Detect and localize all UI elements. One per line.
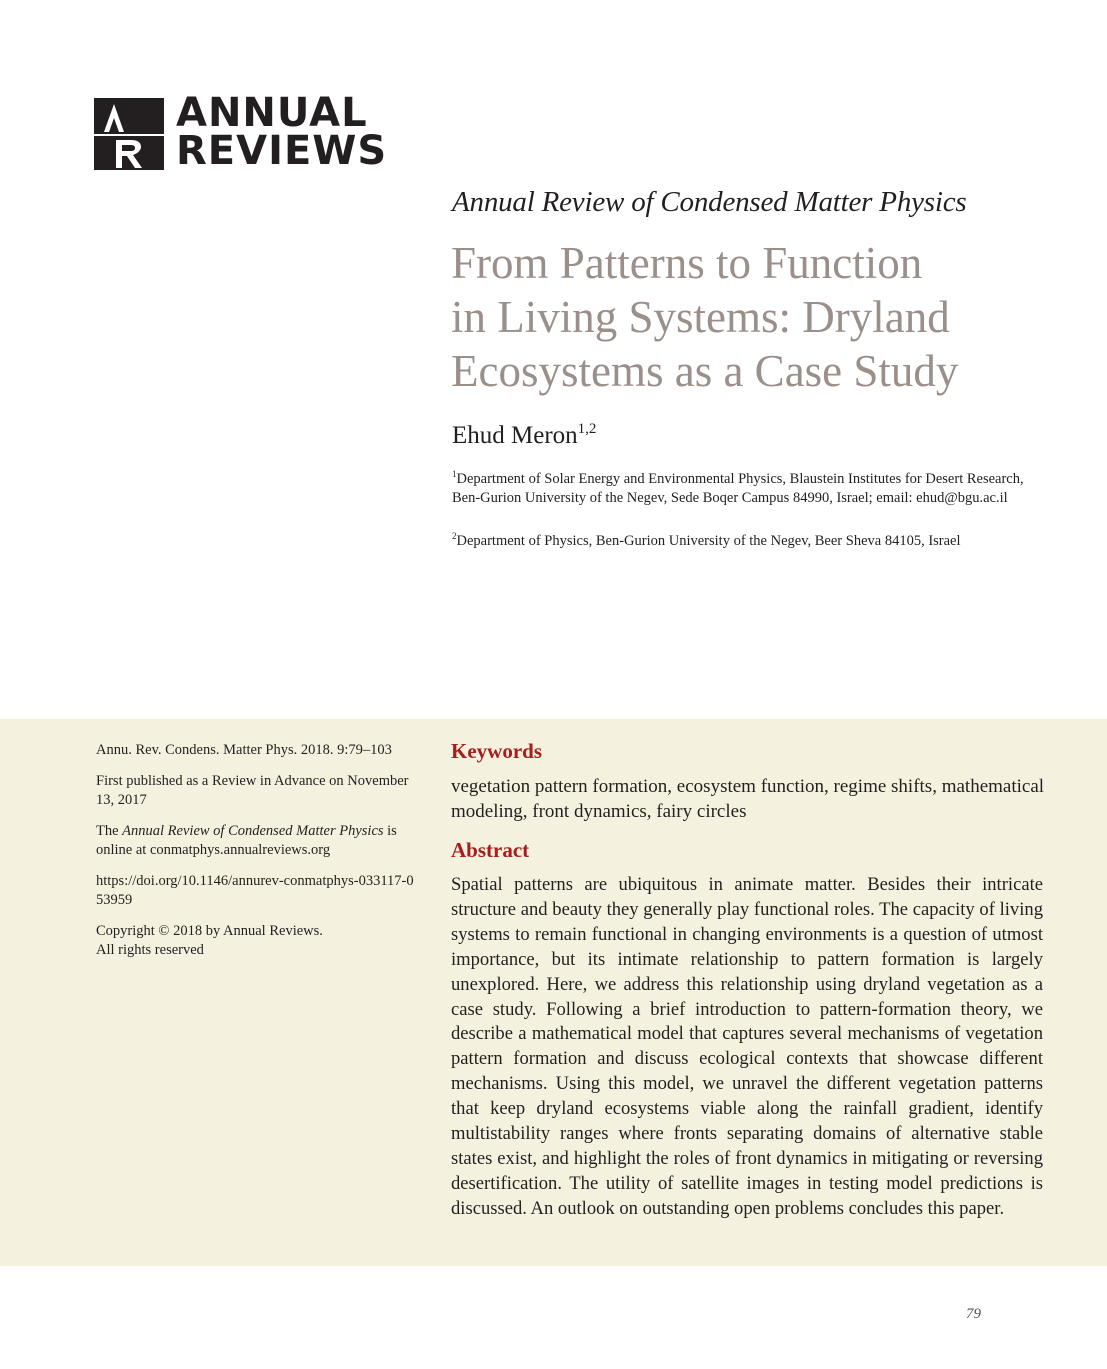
annual-reviews-logo — [94, 90, 388, 174]
publication-meta — [96, 741, 416, 972]
affiliation-marker: 2 — [452, 531, 457, 541]
rights-line: All rights reserved — [96, 942, 204, 958]
ar-monogram-icon — [94, 98, 164, 170]
affiliation-2 — [452, 532, 1032, 551]
title-line-1: From Patterns to Function — [451, 238, 923, 288]
logo-line-reviews: REVIEWS — [176, 128, 388, 174]
author-line — [452, 422, 596, 450]
copyright-line: Copyright © 2018 by Annual Reviews. — [96, 923, 323, 939]
affiliation-text: Department of Physics, Ben-Gurion University of the Negev, Beer Sheva 84105, Israel — [456, 533, 961, 549]
logo-line-annual: ANNUAL — [176, 90, 368, 136]
online-info — [96, 822, 416, 860]
first-published: First published as a Review in Advance on November 13, 2017 — [96, 773, 409, 808]
citation: Annu. Rev. Condens. Matter Phys. 2018. 9:79–103 — [96, 742, 392, 758]
online-prefix: The — [96, 823, 123, 839]
author-name: Ehud Meron — [452, 422, 578, 449]
abstract-heading: Abstract — [451, 838, 530, 862]
affiliation-text: Department of Solar Energy and Environmental Physics, Blaustein Institutes for Desert Research, Ben-Gurion University of the Negev, Sede Boqer Campus 84990, Israel; email: ehud@bgu.ac.il — [452, 471, 1024, 506]
affiliation-marker: 1 — [452, 469, 457, 479]
keywords-text: vegetation pattern formation, ecosystem function, regime shifts, mathematical modeling, front dynamics, fairy circles — [451, 776, 1045, 822]
online-journal: Annual Review of Condensed Matter Physics — [122, 823, 384, 839]
doi-link[interactable]: https://doi.org/10.1146/annurev-conmatphys-033117-053959 — [96, 873, 414, 908]
page-number: 79 — [966, 1306, 981, 1322]
title-line-2: in Living Systems: Dryland — [451, 292, 950, 342]
logo-wordmark — [176, 90, 388, 174]
abstract-text: Spatial patterns are ubiquitous in animate matter. Besides their intricate structure and beauty they generally play functional roles. The capacity of living systems to remain functional in changing environments is a question of utmost importance, but its intimate relationship to pattern formation is largely unexplored. Here, we address this relationship using dryland vegetation as a case study. Following a brief introduction to pattern-formation theory, we describe a mathematical model that captures several mechanisms of vegetation pattern formation and discuss ecological contexts that showcase different mechanisms. Using this model, we unravel the different vegetation patterns that keep dryland ecosystems viable along the rainfall gradient, identify multistability ranges where fronts separating domains of alternative stable states exist, and highlight the roles of front dynamics in mitigating or reversing desertification. The utility of satellite images in testing model predictions is discussed. An outlook on outstanding open problems concludes this paper. — [451, 874, 1043, 1219]
journal-name: Annual Review of Condensed Matter Physics — [452, 186, 967, 218]
online-suffix: is online at conmatphys.annualreviews.org — [96, 823, 397, 858]
author-affiliation-markers: 1,2 — [577, 421, 597, 437]
article-title — [451, 236, 1051, 398]
affiliation-1 — [452, 470, 1032, 508]
copyright — [96, 922, 416, 960]
keywords-heading: Keywords — [451, 739, 542, 763]
title-line-3: Ecosystems as a Case Study — [451, 346, 959, 396]
